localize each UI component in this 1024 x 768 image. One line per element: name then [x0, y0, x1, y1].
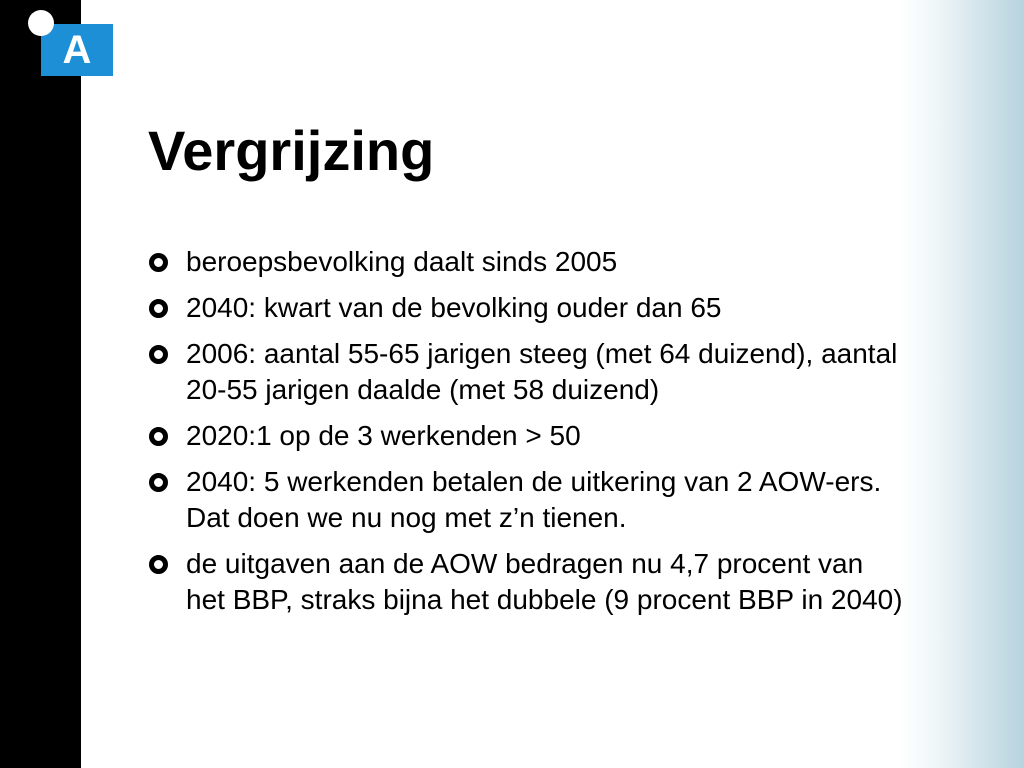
bullet-text: de uitgaven aan de AOW bedragen nu 4,7 procent van het BBP, straks bijna het dubbele (9 procent BBP in 2040) — [186, 548, 903, 615]
bullet-text: 2040: 5 werkenden betalen de uitkering van 2 AOW-ers. Dat doen we nu nog met z’n tienen. — [186, 466, 882, 533]
ring-bullet-icon — [149, 299, 168, 318]
bullet-item — [148, 336, 908, 408]
bullet-item — [148, 244, 908, 280]
circle-dot-icon — [28, 10, 54, 36]
bullet-item — [148, 546, 908, 618]
bullet-text: 2040: kwart van de bevolking ouder dan 65 — [186, 292, 722, 323]
logo-letter: A — [62, 28, 92, 72]
bullet-text: 2006: aantal 55-65 jarigen steeg (met 64 duizend), aantal 20-55 jarigen daalde (met 58 duizend) — [186, 338, 898, 405]
bullet-item — [148, 290, 908, 326]
ring-bullet-icon — [149, 473, 168, 492]
bullet-item — [148, 418, 908, 454]
bullet-text: 2020:1 op de 3 werkenden > 50 — [186, 420, 581, 451]
slide-title: Vergrijzing — [148, 119, 435, 182]
ring-bullet-icon — [149, 427, 168, 446]
ring-bullet-icon — [149, 555, 168, 574]
bullet-item — [148, 464, 908, 536]
logo — [28, 10, 116, 78]
bullet-text: beroepsbevolking daalt sinds 2005 — [186, 246, 618, 277]
bullet-list — [148, 244, 908, 628]
left-sidebar-bar — [0, 0, 81, 768]
ring-bullet-icon — [149, 345, 168, 364]
ring-bullet-icon — [149, 253, 168, 272]
